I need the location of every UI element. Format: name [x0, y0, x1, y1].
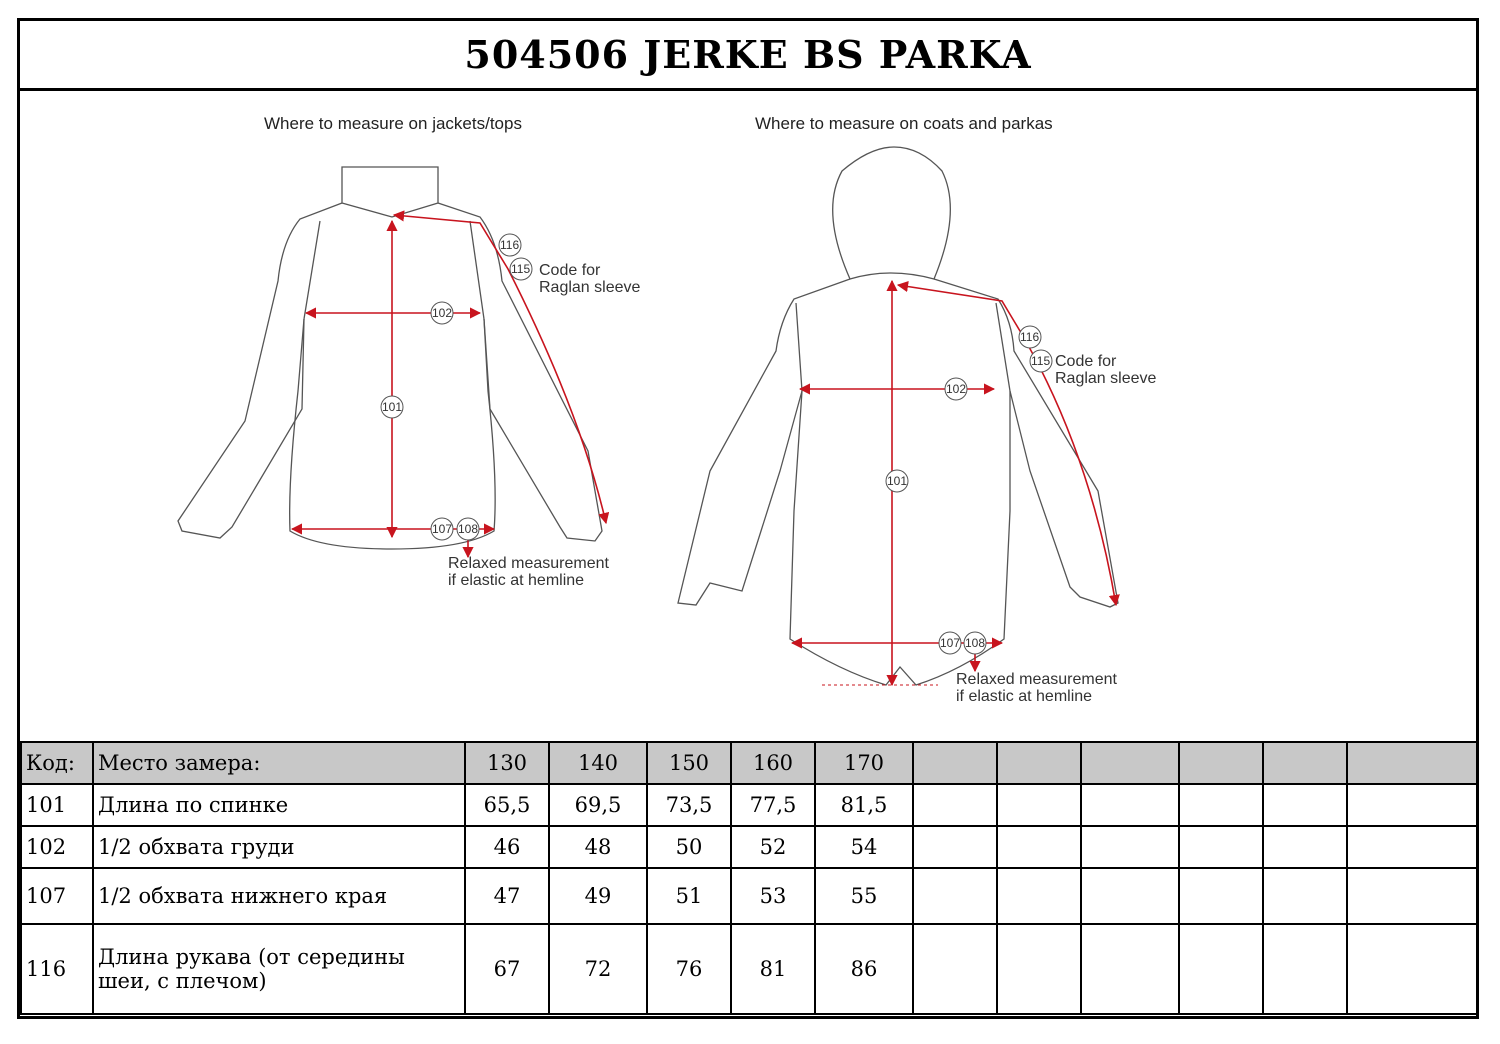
parka-raglan-line1: Code for	[1055, 353, 1117, 370]
row-value: 52	[731, 826, 815, 868]
row-value: 55	[815, 868, 913, 924]
row-value	[1263, 826, 1347, 868]
size-table	[20, 741, 1478, 1015]
jacket-raglan-line2: Raglan sleeve	[539, 279, 641, 296]
row-value: 47	[465, 868, 549, 924]
row-place: Длина по спинке	[93, 784, 465, 826]
row-code: 102	[21, 826, 93, 868]
row-value	[997, 924, 1081, 1014]
row-value: 86	[815, 924, 913, 1014]
jacket-relaxed-line2: if elastic at hemline	[448, 572, 585, 589]
parka-measure-lines	[792, 281, 1116, 685]
row-value	[1347, 924, 1477, 1014]
header-size: 140	[549, 742, 647, 784]
diagram-svg	[20, 91, 1476, 743]
parka-code-107: 107	[940, 636, 961, 650]
title-bar	[20, 21, 1476, 91]
jacket-code-badges	[381, 234, 532, 540]
row-value	[913, 868, 997, 924]
row-value: 54	[815, 826, 913, 868]
header-size	[997, 742, 1081, 784]
row-value	[997, 784, 1081, 826]
parka-code-116: 116	[1020, 330, 1040, 344]
row-value	[913, 924, 997, 1014]
row-value	[1347, 784, 1477, 826]
row-value	[997, 868, 1081, 924]
row-value: 48	[549, 826, 647, 868]
row-value	[913, 784, 997, 826]
header-size	[1347, 742, 1477, 784]
row-value	[1347, 868, 1477, 924]
row-value: 73,5	[647, 784, 731, 826]
parka-code-115: 115	[1031, 354, 1051, 368]
row-value	[1179, 924, 1263, 1014]
parka-raglan-line2: Raglan sleeve	[1055, 370, 1157, 387]
row-value	[1263, 868, 1347, 924]
parka-relaxed-line2: if elastic at hemline	[956, 688, 1093, 705]
size-chart-sheet	[17, 18, 1479, 1019]
jacket-raglan-line1: Code for	[539, 262, 601, 279]
jacket-code-115: 115	[511, 262, 531, 276]
row-value	[1081, 868, 1179, 924]
row-value: 53	[731, 868, 815, 924]
header-code: Код:	[21, 742, 93, 784]
jacket-code-101: 101	[382, 400, 403, 414]
row-value: 67	[465, 924, 549, 1014]
row-value: 69,5	[549, 784, 647, 826]
table-row	[21, 924, 1477, 1014]
row-value: 65,5	[465, 784, 549, 826]
row-code: 116	[21, 924, 93, 1014]
row-value	[1081, 784, 1179, 826]
row-code: 107	[21, 868, 93, 924]
row-value	[1179, 784, 1263, 826]
table-header-row	[21, 742, 1477, 784]
page-title: 504506 JERKE BS PARKA	[464, 32, 1032, 77]
row-place: Длина рукава (от середины шеи, с плечом)	[93, 924, 465, 1014]
parka-code-badges	[886, 326, 1052, 654]
row-value: 72	[549, 924, 647, 1014]
row-value	[1081, 924, 1179, 1014]
row-value: 81	[731, 924, 815, 1014]
row-place: 1/2 обхвата нижнего края	[93, 868, 465, 924]
row-value: 50	[647, 826, 731, 868]
row-value: 77,5	[731, 784, 815, 826]
row-value	[997, 826, 1081, 868]
row-value: 46	[465, 826, 549, 868]
header-size	[1081, 742, 1179, 784]
row-value	[1347, 826, 1477, 868]
table-row	[21, 868, 1477, 924]
measurement-diagrams	[20, 91, 1476, 743]
table-row	[21, 826, 1477, 868]
parka-code-102: 102	[946, 382, 967, 396]
header-size	[1179, 742, 1263, 784]
parka-outline	[678, 147, 1118, 685]
jacket-caption: Where to measure on jackets/tops	[264, 114, 522, 133]
jacket-code-102: 102	[432, 306, 453, 320]
row-place: 1/2 обхвата груди	[93, 826, 465, 868]
parka-code-101: 101	[887, 474, 908, 488]
header-size: 170	[815, 742, 913, 784]
parka-relaxed-line1: Relaxed measurement	[956, 671, 1117, 688]
parka-caption: Where to measure on coats and parkas	[755, 114, 1053, 133]
jacket-relaxed-line1: Relaxed measurement	[448, 555, 609, 572]
header-size	[1263, 742, 1347, 784]
header-size: 130	[465, 742, 549, 784]
header-size	[913, 742, 997, 784]
row-value	[913, 826, 997, 868]
row-value: 76	[647, 924, 731, 1014]
row-value	[1263, 784, 1347, 826]
row-value: 51	[647, 868, 731, 924]
jacket-outline	[178, 167, 602, 549]
parka-code-108: 108	[965, 636, 986, 650]
row-value: 81,5	[815, 784, 913, 826]
header-place: Место замера:	[93, 742, 465, 784]
row-value	[1263, 924, 1347, 1014]
row-value: 49	[549, 868, 647, 924]
row-value	[1179, 868, 1263, 924]
header-size: 150	[647, 742, 731, 784]
row-code: 101	[21, 784, 93, 826]
header-size: 160	[731, 742, 815, 784]
row-value	[1179, 826, 1263, 868]
jacket-code-116: 116	[500, 238, 520, 252]
jacket-code-108: 108	[458, 522, 479, 536]
row-value	[1081, 826, 1179, 868]
table-row	[21, 784, 1477, 826]
jacket-code-107: 107	[432, 522, 453, 536]
